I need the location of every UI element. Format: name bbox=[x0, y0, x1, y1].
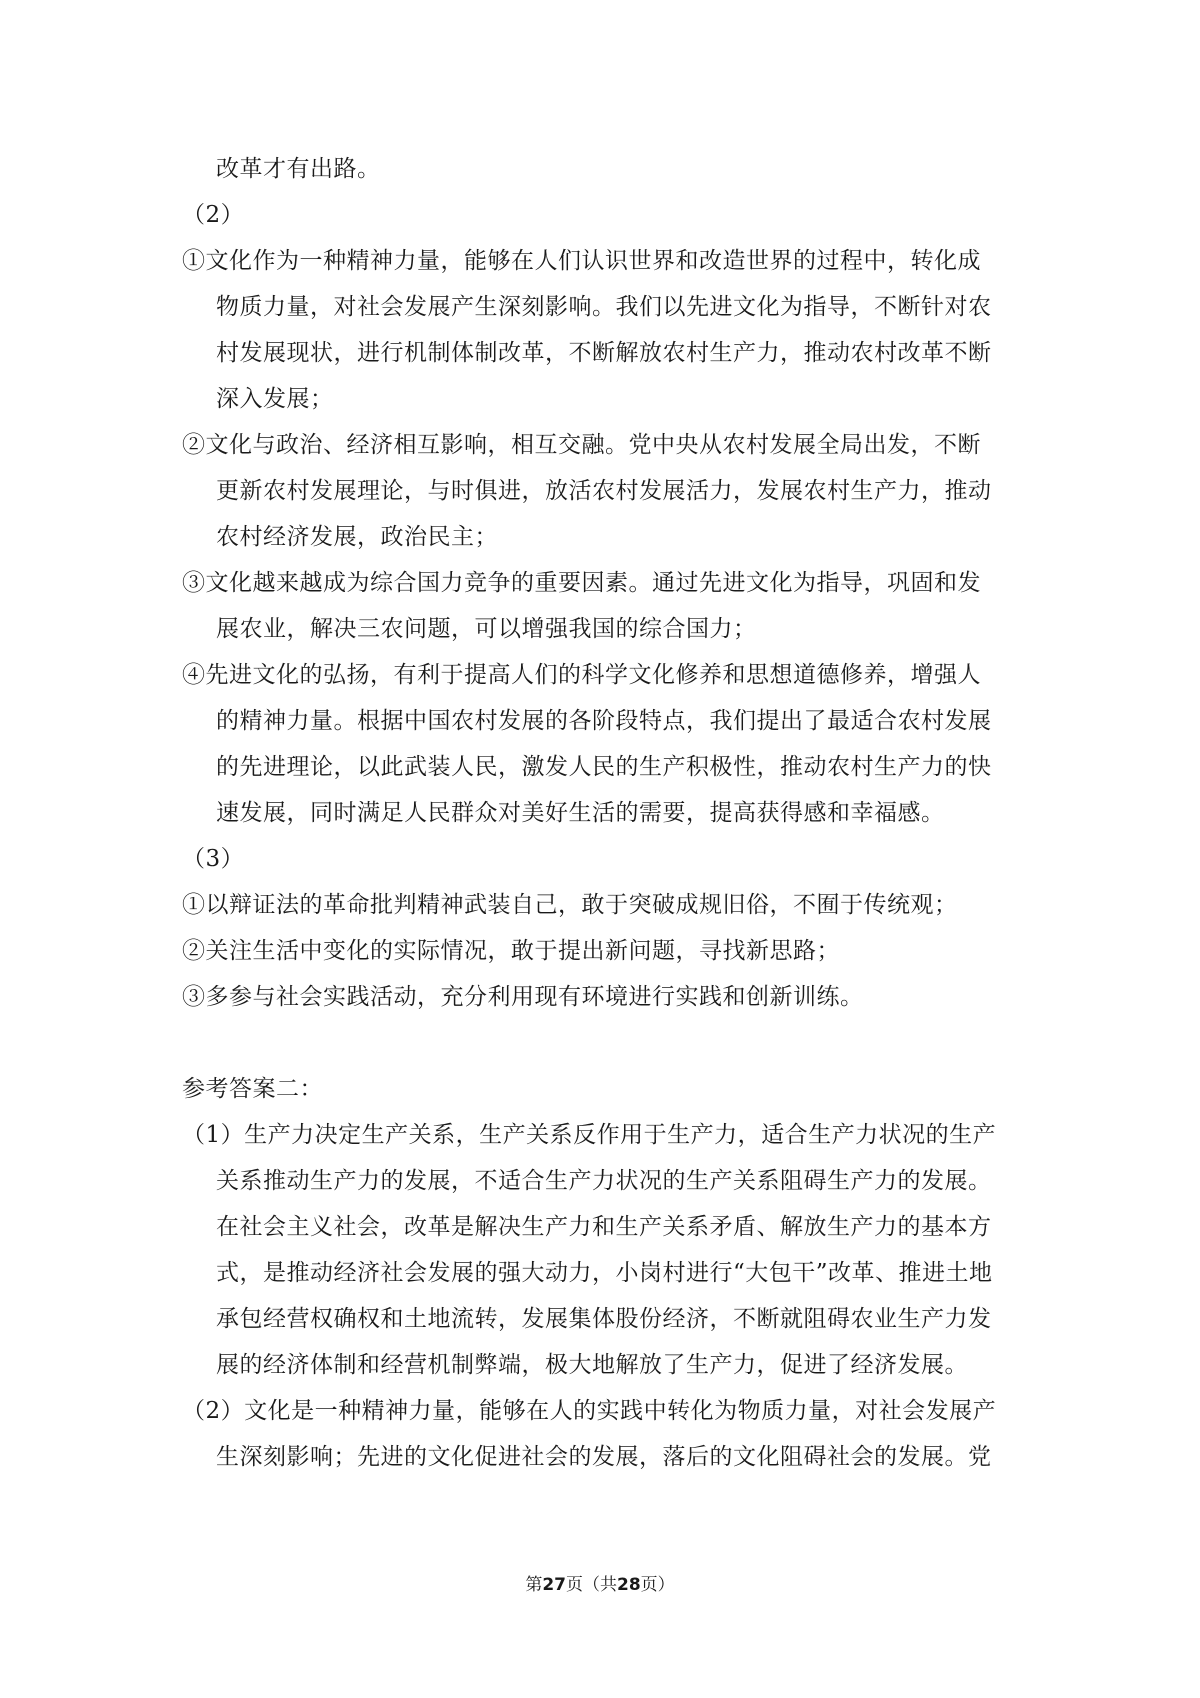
footer-prefix: 第 bbox=[525, 1575, 543, 1595]
text-line: 深入发展； bbox=[216, 386, 334, 412]
text-line: ①以辩证法的革命批判精神武装自己，敢于突破成规旧俗，不囿于传统观； bbox=[182, 892, 958, 918]
footer-mid: 页（共 bbox=[566, 1575, 617, 1595]
text-line: 的精神力量。根据中国农村发展的各阶段特点，我们提出了最适合农村发展 bbox=[216, 708, 992, 734]
text-line: 生深刻影响；先进的文化促进社会的发展，落后的文化阻碍社会的发展。党 bbox=[216, 1444, 992, 1470]
text-line: 更新农村发展理论，与时俱进，放活农村发展活力，发展农村生产力，推动 bbox=[216, 478, 992, 504]
blank-line bbox=[182, 1020, 1027, 1066]
footer-total-pages: 28 bbox=[617, 1575, 641, 1595]
answer-text-body bbox=[182, 146, 1027, 1480]
text-line: （3） bbox=[182, 846, 245, 872]
text-line: 村发展现状，进行机制体制改革，不断解放农村生产力，推动农村改革不断 bbox=[216, 340, 992, 366]
text-line: 参考答案二： bbox=[182, 1076, 323, 1102]
text-line: 物质力量，对社会发展产生深刻影响。我们以先进文化为指导，不断针对农 bbox=[216, 294, 992, 320]
text-line: 在社会主义社会，改革是解决生产力和生产关系矛盾、解放生产力的基本方 bbox=[216, 1214, 992, 1240]
text-line: 农村经济发展，政治民主； bbox=[216, 524, 498, 550]
text-line: ①文化作为一种精神力量，能够在人们认识世界和改造世界的过程中，转化成 bbox=[182, 248, 981, 274]
text-line: 的先进理论，以此武装人民，激发人民的生产积极性，推动农村生产力的快 bbox=[216, 754, 992, 780]
text-line: 关系推动生产力的发展，不适合生产力状况的生产关系阻碍生产力的发展。 bbox=[216, 1168, 992, 1194]
page-footer bbox=[0, 1573, 1200, 1597]
text-line: （1）生产力决定生产关系，生产关系反作用于生产力，适合生产力状况的生产 bbox=[182, 1122, 997, 1148]
text-line: ②关注生活中变化的实际情况，敢于提出新问题，寻找新思路； bbox=[182, 938, 840, 964]
text-line: 承包经营权确权和土地流转，发展集体股份经济，不断就阻碍农业生产力发 bbox=[216, 1306, 992, 1332]
text-line: （2） bbox=[182, 202, 245, 228]
text-line: （2）文化是一种精神力量，能够在人的实践中转化为物质力量，对社会发展产 bbox=[182, 1398, 997, 1424]
text-line: 展农业，解决三农问题，可以增强我国的综合国力； bbox=[216, 616, 757, 642]
text-line: 展的经济体制和经营机制弊端，极大地解放了生产力，促进了经济发展。 bbox=[216, 1352, 968, 1378]
text-line: ④先进文化的弘扬，有利于提高人们的科学文化修养和思想道德修养，增强人 bbox=[182, 662, 981, 688]
text-line: 速发展，同时满足人民群众对美好生活的需要，提高获得感和幸福感。 bbox=[216, 800, 945, 826]
text-line: 改革才有出路。 bbox=[216, 156, 381, 182]
text-line: ③多参与社会实践活动，充分利用现有环境进行实践和创新训练。 bbox=[182, 984, 864, 1010]
text-line: ③文化越来越成为综合国力竞争的重要因素。通过先进文化为指导，巩固和发 bbox=[182, 570, 981, 596]
text-line: ②文化与政治、经济相互影响，相互交融。党中央从农村发展全局出发，不断 bbox=[182, 432, 981, 458]
footer-suffix: 页） bbox=[640, 1575, 675, 1595]
text-line: 式，是推动经济社会发展的强大动力，小岗村进行“大包干”改革、推进土地 bbox=[216, 1260, 993, 1286]
footer-page-number: 27 bbox=[542, 1575, 566, 1595]
